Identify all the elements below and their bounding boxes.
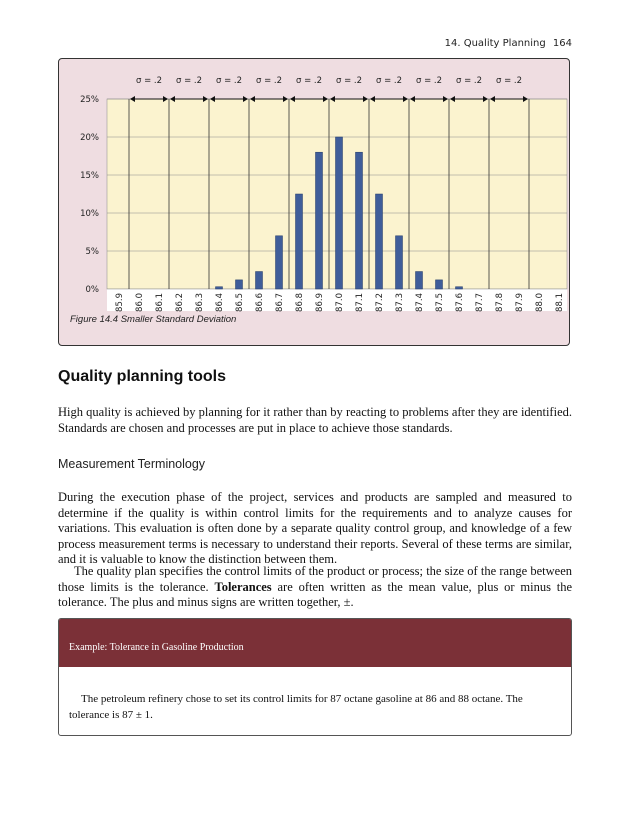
sigma-label: σ = .2	[375, 76, 403, 86]
tolerance-term: Tolerances	[214, 579, 272, 594]
x-tick-label: 86.5	[235, 293, 245, 312]
x-tick-label: 86.9	[315, 293, 325, 312]
sigma-label: σ = .2	[495, 76, 523, 86]
chapter-title: 14. Quality Planning	[444, 38, 546, 49]
tolerance-text-a: The quality plan specifies the control limits of the product or process; the size of the range between those limits is the tolerance.	[58, 564, 572, 594]
sigma-label: σ = .2	[335, 76, 363, 86]
x-tick-label: 86.3	[195, 293, 205, 312]
y-tick-label: 5%	[85, 247, 99, 257]
y-tick-label: 25%	[80, 95, 99, 105]
running-header	[441, 38, 572, 49]
bar	[216, 287, 223, 289]
bar	[336, 137, 343, 289]
x-tick-label: 86.7	[275, 293, 285, 312]
paragraph-tolerance	[58, 564, 572, 611]
subsection-title: Measurement Terminology	[58, 457, 206, 471]
page-number: 164	[552, 38, 572, 49]
bar	[376, 194, 383, 289]
x-tick-label: 87.6	[455, 293, 465, 312]
x-tick-label: 88.1	[555, 293, 565, 312]
bar	[436, 280, 443, 289]
x-tick-label: 87.0	[335, 293, 345, 312]
x-tick-label: 85.9	[115, 293, 125, 312]
example-text: The petroleum refinery chose to set its control limits for 87 octane gasoline at 86 and 88 octane. The tolerance is 87 ± 1.	[69, 693, 523, 721]
x-tick-label: 87.1	[355, 293, 365, 312]
x-tick-label: 87.7	[475, 293, 485, 312]
x-tick-label: 86.6	[255, 293, 265, 312]
x-tick-label: 86.2	[175, 293, 185, 312]
example-title: Example: Tolerance in Gasoline Production	[59, 619, 571, 667]
bar	[296, 194, 303, 289]
tolerance-text-b: are often written as the mean value, plus or minus the tolerance. The plus and minus signs are written together, ±.	[58, 579, 573, 609]
sigma-label: σ = .2	[215, 76, 243, 86]
x-tick-label: 86.0	[135, 293, 145, 312]
sigma-label: σ = .2	[455, 76, 483, 86]
bar	[316, 152, 323, 289]
y-tick-label: 10%	[80, 209, 99, 219]
x-tick-label: 88.0	[535, 293, 545, 312]
y-tick-label: 15%	[80, 171, 99, 181]
y-tick-label: 20%	[80, 133, 99, 143]
x-tick-label: 86.8	[295, 293, 305, 312]
bar	[456, 287, 463, 289]
bar	[276, 236, 283, 289]
bar	[256, 272, 263, 289]
x-tick-label: 87.4	[415, 293, 425, 312]
example-box	[58, 618, 572, 736]
x-tick-label: 87.8	[495, 293, 505, 312]
sigma-label: σ = .2	[295, 76, 323, 86]
x-tick-label: 86.4	[215, 293, 225, 312]
bar-chart	[59, 59, 569, 345]
x-tick-label: 87.3	[395, 293, 405, 312]
bar	[356, 152, 363, 289]
sigma-label: σ = .2	[175, 76, 203, 86]
bar	[396, 236, 403, 289]
x-tick-label: 86.1	[155, 293, 165, 312]
x-tick-label: 87.2	[375, 293, 385, 312]
bar	[416, 272, 423, 289]
figure-caption: Figure 14.4 Smaller Standard Deviation	[70, 314, 237, 325]
x-tick-label: 87.5	[435, 293, 445, 312]
y-tick-label: 0%	[85, 285, 99, 295]
figure-frame	[58, 58, 570, 346]
sigma-label: σ = .2	[255, 76, 283, 86]
sigma-label: σ = .2	[135, 76, 163, 86]
sigma-label: σ = .2	[415, 76, 443, 86]
bar	[236, 280, 243, 289]
x-tick-label: 87.9	[515, 293, 525, 312]
example-body	[69, 691, 561, 723]
intro-paragraph: High quality is achieved by planning for it rather than by reacting to problems after they are identified. Standards are chosen and processes are put in place to achieve those standards.	[58, 405, 572, 435]
paragraph-measurement: During the execution phase of the project, services and products are sampled and measured to determine if the quality is within control limits for the requirements and to analyze causes for variations. This evaluation is often done by a separate quality control group, and knowledge of a few process measurement terms is necessary to understand their reports. Several of these terms are similar, and it is valuable to know the distinction between them.	[58, 490, 572, 566]
section-title: Quality planning tools	[58, 368, 226, 385]
